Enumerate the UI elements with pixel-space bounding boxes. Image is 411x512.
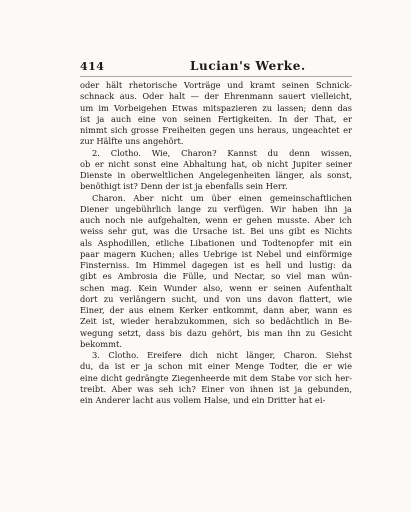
- text-line: wegung setzt, dass bis dazu gehört, bis man ihn zu Gesicht: [80, 327, 352, 338]
- text-line: gibt es Ambrosia die Fülle, und Nectar, so viel man wün-: [80, 271, 352, 282]
- text-line: du, da ist er ja schon mit einer Menge Todter, die er wie: [80, 361, 352, 372]
- paragraph: [80, 193, 352, 351]
- text-line: Charon. Aber nicht um über einen gemeinschaftlichen: [92, 192, 352, 203]
- text-line: oder hält rhetorische Vorträge und kramt seinen Schnick-: [80, 80, 352, 90]
- text-line: Finsterniss. Im Himmel dagegen ist es hell und lustig: da: [80, 260, 352, 270]
- page-number: 414: [80, 60, 105, 73]
- text-line: zur Hälfte uns angehört.: [80, 136, 184, 147]
- paragraph: [80, 350, 352, 406]
- paragraph: [80, 148, 352, 193]
- body-text: [80, 80, 352, 406]
- text-line: dort zu verlängern sucht, und von uns davon flattert, wie: [80, 293, 352, 304]
- text-line: Einer, der aus einem Kerker entkommt, dann aber, wann es: [80, 305, 352, 315]
- text-line: um im Vorbeigehen Etwas mitspazieren zu lassen; denn das: [80, 102, 352, 113]
- text-line: schnack aus. Oder halt — der Ehrenmann sauert vielleicht,: [80, 91, 352, 102]
- text-line: 3. Clotho. Ereifere dich nicht länger, Charon. Siehst: [92, 350, 352, 360]
- text-line: paar magern Kuchen; alles Uebrige ist Nebel und einförmige: [80, 248, 352, 259]
- text-line: 2. Clotho. Wie, Charon? Kannst du denn wissen,: [92, 147, 352, 158]
- text-line: Dienste in oberweltlichen Angelegenheiten länger, als sonst,: [80, 170, 352, 180]
- text-line: treibt. Aber was seh ich? Einer von ihnen ist ja gebunden,: [80, 383, 352, 394]
- text-line: nimmt sich grosse Freiheiten gegen uns heraus, ungeachtet er: [80, 125, 352, 135]
- running-head: Lucian's Werke.: [190, 59, 306, 73]
- text-line: benöthigt ist? Denn der ist ja ebenfalls sein Herr.: [80, 181, 288, 192]
- text-line: ist ja auch eine von seinen Fertigkeiten. In der That, er: [80, 113, 352, 124]
- text-line: als Asphodillen, etliche Libationen und Todtenopfer mit ein: [80, 237, 352, 248]
- text-line: auch noch nie aufgehalten, wenn er gehen musste. Aber ich: [80, 215, 352, 225]
- text-line: Diener ungebührlich lange zu verfügen. Wir haben ihn ja: [80, 203, 352, 214]
- text-line: bekommt.: [80, 338, 122, 349]
- text-line: ein Anderer lacht aus vollem Halse, und ein Dritter hat ei-: [80, 395, 326, 405]
- paragraph: [80, 80, 352, 148]
- text-line: weiss sehr gut, was die Ursache ist. Bei uns gibt es Nichts: [80, 226, 352, 237]
- text-line: eine dicht gedrängte Ziegenheerde mit dem Stabe vor sich her-: [80, 372, 352, 383]
- text-line: Zeit ist, wieder herabzukommen, sich so bedächtlich in Be-: [80, 316, 352, 327]
- page-header: [80, 60, 352, 76]
- header-rule: [80, 76, 352, 77]
- text-line: schen mag. Kein Wunder also, wenn er seinen Aufenthalt: [80, 282, 352, 293]
- text-line: ob er nicht sonst eine Abhaltung hat, ob nicht Jupiter seiner: [80, 158, 352, 169]
